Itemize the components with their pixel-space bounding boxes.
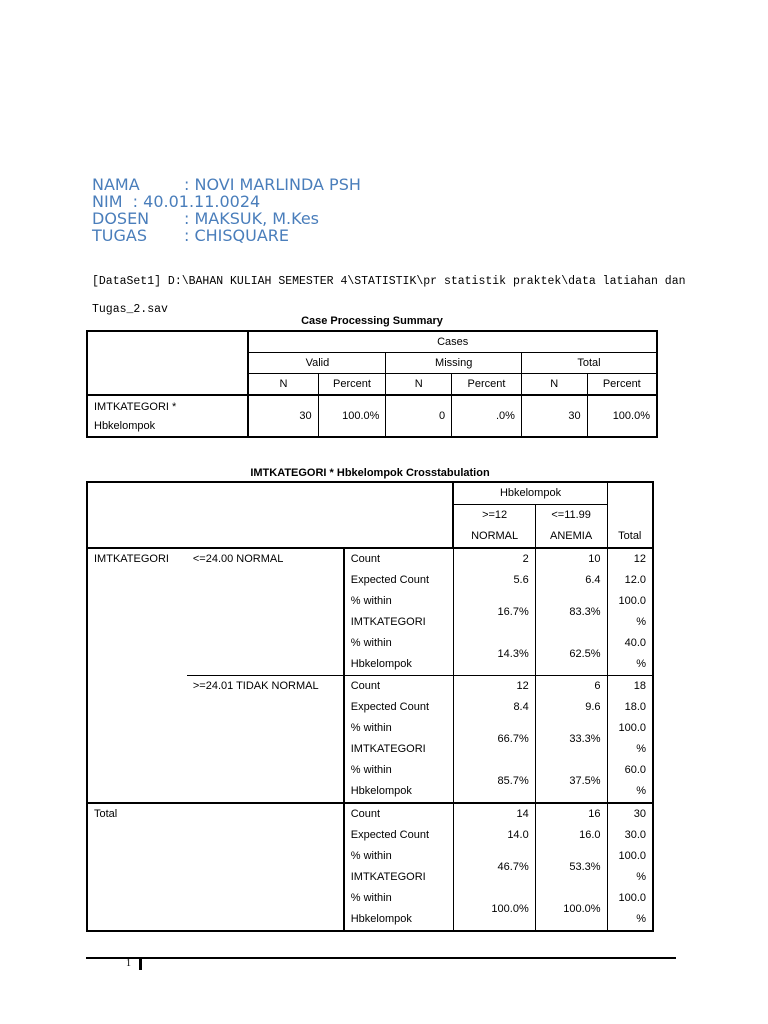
row-var-spacer xyxy=(87,739,187,760)
cell: 16 xyxy=(535,803,607,825)
stat-within-a: % within xyxy=(344,846,454,867)
case-summary-title: Case Processing Summary xyxy=(301,315,443,327)
cell: 100.0 xyxy=(607,846,653,867)
stat-within-col: Hbkelompok xyxy=(344,909,454,931)
cell: 16.7% xyxy=(453,591,535,633)
cat1-label: <=24.00 NORMAL xyxy=(187,548,344,676)
col1-header-b: NORMAL xyxy=(453,526,535,548)
cell: 66.7% xyxy=(453,718,535,760)
tugas-label: TUGAS xyxy=(92,226,147,245)
nama-value: : NOVI MARLINDA PSH xyxy=(184,175,361,194)
student-info xyxy=(92,176,361,244)
total-n: 30 xyxy=(521,395,587,437)
percent-header: Percent xyxy=(587,374,657,396)
col-group-header: Hbkelompok xyxy=(453,482,607,505)
cell: 62.5% xyxy=(535,633,607,676)
cell: 30.0 xyxy=(607,825,653,846)
cell: 83.3% xyxy=(535,591,607,633)
n-header: N xyxy=(248,374,318,396)
nim-label: NIM xyxy=(92,192,123,211)
stat-within-a: % within xyxy=(344,718,454,739)
cell: % xyxy=(607,909,653,931)
col2-header-b: ANEMIA xyxy=(535,526,607,548)
page-number: 1 xyxy=(126,958,131,969)
stat-within-a: % within xyxy=(344,760,454,781)
cell: 100.0% xyxy=(453,888,535,931)
cell: 9.6 xyxy=(535,697,607,718)
cell: 16.0 xyxy=(535,825,607,846)
cell: 12.0 xyxy=(607,570,653,591)
case-processing-summary-table xyxy=(86,330,658,438)
cell: 14.3% xyxy=(453,633,535,676)
total-header: Total xyxy=(521,353,657,374)
stat-expected: Expected Count xyxy=(344,570,454,591)
cell: % xyxy=(607,612,653,633)
crosstab-title: IMTKATEGORI * Hbkelompok Crosstabulation xyxy=(250,467,490,479)
cell: 18.0 xyxy=(607,697,653,718)
cell: 5.6 xyxy=(453,570,535,591)
cell: 30 xyxy=(607,803,653,825)
cell: 12 xyxy=(453,676,535,698)
cell: 2 xyxy=(453,548,535,570)
n-header: N xyxy=(386,374,452,396)
missing-percent: .0% xyxy=(452,395,522,437)
stat-expected: Expected Count xyxy=(344,825,454,846)
stat-count: Count xyxy=(344,676,454,698)
total-percent: 100.0% xyxy=(587,395,657,437)
cell: 6.4 xyxy=(535,570,607,591)
valid-percent: 100.0% xyxy=(318,395,386,437)
cell: % xyxy=(607,654,653,676)
row-var-spacer xyxy=(87,676,187,698)
crosstab-table xyxy=(86,481,654,932)
cell: 6 xyxy=(535,676,607,698)
cell: 33.3% xyxy=(535,718,607,760)
stat-within-col: Hbkelompok xyxy=(344,781,454,803)
cell: 37.5% xyxy=(535,760,607,803)
percent-header: Percent xyxy=(318,374,386,396)
row-var-spacer xyxy=(87,781,187,803)
stat-within-a: % within xyxy=(344,633,454,654)
percent-header: Percent xyxy=(452,374,522,396)
dataset-path: [DataSet1] D:\BAHAN KULIAH SEMESTER 4\STATISTIK\pr statistik praktek\data latiahan dan Tugas_2.sav xyxy=(92,275,686,316)
missing-n: 0 xyxy=(386,395,452,437)
cell: % xyxy=(607,781,653,803)
cell: 14.0 xyxy=(453,825,535,846)
dosen-value: : MAKSUK, M.Kes xyxy=(184,209,320,228)
stat-within-row: IMTKATEGORI xyxy=(344,867,454,888)
footer-line xyxy=(86,957,676,959)
stat-within-a: % within xyxy=(344,591,454,612)
tugas-value: : CHISQUARE xyxy=(184,226,290,245)
row-var-spacer xyxy=(87,760,187,781)
row-var-spacer xyxy=(87,697,187,718)
row-var-label: IMTKATEGORI xyxy=(87,548,187,676)
cell: % xyxy=(607,739,653,760)
cell: 53.3% xyxy=(535,846,607,888)
stat-count: Count xyxy=(344,548,454,570)
n-header: N xyxy=(521,374,587,396)
col2-header-a: <=11.99 xyxy=(535,505,607,527)
cell: 40.0 xyxy=(607,633,653,654)
total-row-label: Total xyxy=(87,803,344,931)
row-label: IMTKATEGORI * Hbkelompok xyxy=(87,395,248,437)
cell: 60.0 xyxy=(607,760,653,781)
corner-cell xyxy=(87,331,248,395)
cases-header: Cases xyxy=(248,331,657,353)
nama-label: NAMA xyxy=(92,175,140,194)
cell: 100.0% xyxy=(535,888,607,931)
cell: 46.7% xyxy=(453,846,535,888)
cat2-label: >=24.01 TIDAK NORMAL xyxy=(187,676,344,804)
row-var-spacer xyxy=(87,718,187,739)
cell: % xyxy=(607,867,653,888)
nim-value: : 40.01.11.0024 xyxy=(132,192,261,211)
footer-mark xyxy=(139,958,142,970)
valid-n: 30 xyxy=(248,395,318,437)
missing-header: Missing xyxy=(386,353,521,374)
col1-header-a: >=12 xyxy=(453,505,535,527)
cell: 100.0 xyxy=(607,591,653,612)
stat-within-col: Hbkelompok xyxy=(344,654,454,676)
cell: 10 xyxy=(535,548,607,570)
cell: 100.0 xyxy=(607,888,653,909)
stat-within-row: IMTKATEGORI xyxy=(344,612,454,633)
valid-header: Valid xyxy=(248,353,386,374)
cell: 12 xyxy=(607,548,653,570)
crosstab-corner xyxy=(87,482,453,548)
stat-within-a: % within xyxy=(344,888,454,909)
cell: 8.4 xyxy=(453,697,535,718)
stat-expected: Expected Count xyxy=(344,697,454,718)
dosen-label: DOSEN xyxy=(92,209,150,228)
col-total-header: Total xyxy=(607,482,653,548)
stat-count: Count xyxy=(344,803,454,825)
cell: 18 xyxy=(607,676,653,698)
cell: 100.0 xyxy=(607,718,653,739)
stat-within-row: IMTKATEGORI xyxy=(344,739,454,760)
cell: 14 xyxy=(453,803,535,825)
cell: 85.7% xyxy=(453,760,535,803)
